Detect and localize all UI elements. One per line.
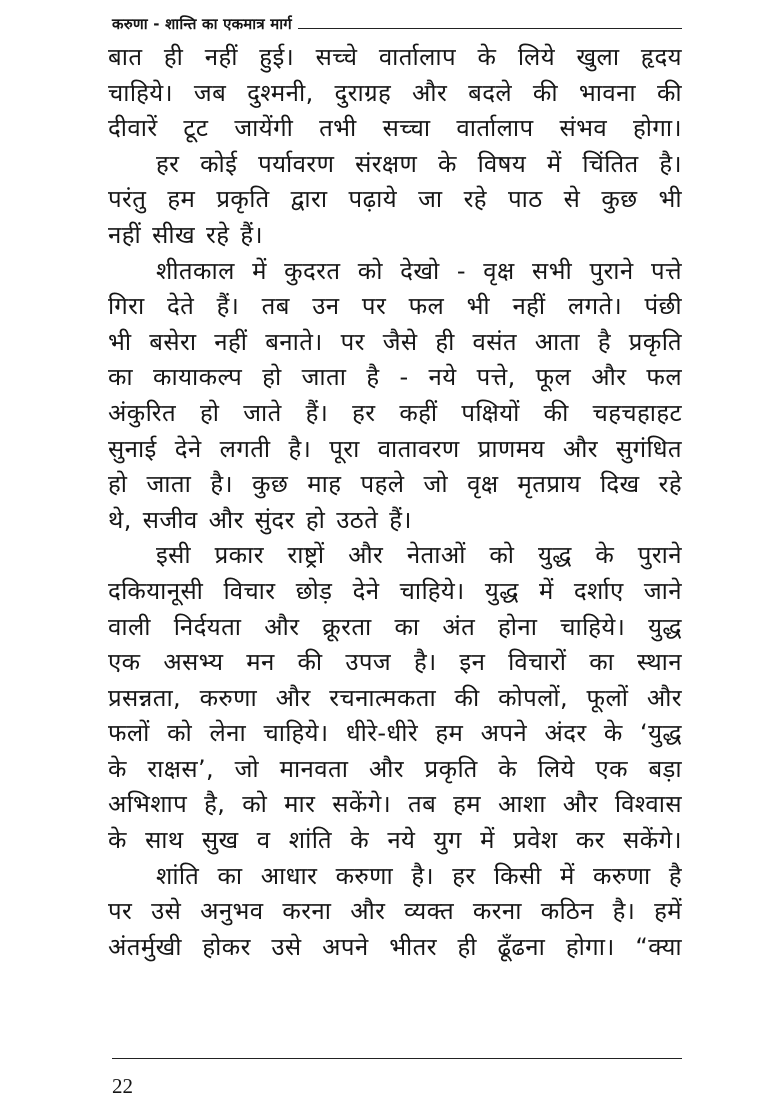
text-line: चाहिये। जब दुश्मनी, दुराग्रह और बदले की भावना की	[108, 78, 682, 107]
text-line: पर उसे अनुभव करना और व्यक्त करना कठिन है। हमें	[108, 897, 682, 926]
footer-rule	[112, 1058, 682, 1059]
running-header	[112, 8, 682, 34]
paragraph	[108, 538, 682, 858]
text-line: शीतकाल में कुदरत को देखो - वृक्ष सभी पुराने पत्ते	[156, 256, 682, 285]
text-line: के साथ सुख व शांति के नये युग में प्रवेश कर सकेंगे।	[108, 826, 682, 855]
text-line: फलों को लेना चाहिये। धीरे-धीरे हम अपने अंदर के ‘युद्ध	[108, 719, 682, 748]
text-line: अंकुरित हो जाते हैं। हर कहीं पक्षियों की चहचहाहट	[108, 398, 682, 427]
body-text	[108, 40, 682, 965]
text-line: इसी प्रकार राष्ट्रों और नेताओं को युद्ध के पुराने	[156, 541, 682, 570]
text-line: हो जाता है। कुछ माह पहले जो वृक्ष मृतप्राय दिख रहे	[108, 470, 682, 499]
paragraph	[108, 147, 682, 254]
text-line: दकियानूसी विचार छोड़ देने चाहिये। युद्ध में दर्शाए जाने	[108, 576, 682, 605]
text-line: सुनाई देने लगती है। पूरा वातावरण प्राणमय और सुगंधित	[108, 434, 682, 463]
text-line: वाली निर्दयता और क्रूरता का अंत होना चाहिये। युद्ध	[108, 612, 682, 641]
paragraph	[108, 859, 682, 966]
running-header-title: करुणा - शान्ति का एकमात्र मार्ग	[112, 15, 292, 33]
paragraph	[108, 40, 682, 147]
header-rule	[298, 28, 682, 29]
text-line: नहीं सीख रहे हैं।	[108, 220, 264, 249]
text-line: परंतु हम प्रकृति द्वारा पढ़ाये जा रहे पाठ से कुछ भी	[108, 185, 682, 214]
page-number: 22	[112, 1074, 133, 1098]
text-line: अंतर्मुखी होकर उसे अपने भीतर ही ढूँढना होगा। “क्या	[108, 932, 682, 961]
text-line: हर कोई पर्यावरण संरक्षण के विषय में चिंतित है।	[156, 149, 682, 178]
text-line: के राक्षस’, जो मानवता और प्रकृति के लिये एक बड़ा	[108, 754, 682, 783]
text-line: दीवारें टूट जायेंगी तभी सच्चा वार्तालाप संभव होगा।	[108, 114, 682, 143]
paragraph	[108, 254, 682, 539]
text-line: बात ही नहीं हुई। सच्चे वार्तालाप के लिये खुला हृदय	[108, 43, 682, 71]
text-line: थे, सजीव और सुंदर हो उठते हैं।	[108, 505, 412, 534]
text-line: शांति का आधार करुणा है। हर किसी में करुणा है	[156, 861, 682, 890]
text-line: अभिशाप है, को मार सकेंगे। तब हम आशा और विश्वास	[108, 790, 682, 819]
text-line: का कायाकल्प हो जाता है - नये पत्ते, फूल और फल	[108, 363, 682, 392]
text-line: एक असभ्य मन की उपज है। इन विचारों का स्थान	[108, 648, 682, 677]
text-line: भी बसेरा नहीं बनाते। पर जैसे ही वसंत आता है प्रकृति	[108, 327, 682, 356]
text-line: प्रसन्नता, करुणा और रचनात्मकता की कोपलों, फूलों और	[108, 683, 682, 712]
text-line: गिरा देते हैं। तब उन पर फल भी नहीं लगते। पंछी	[108, 292, 682, 321]
